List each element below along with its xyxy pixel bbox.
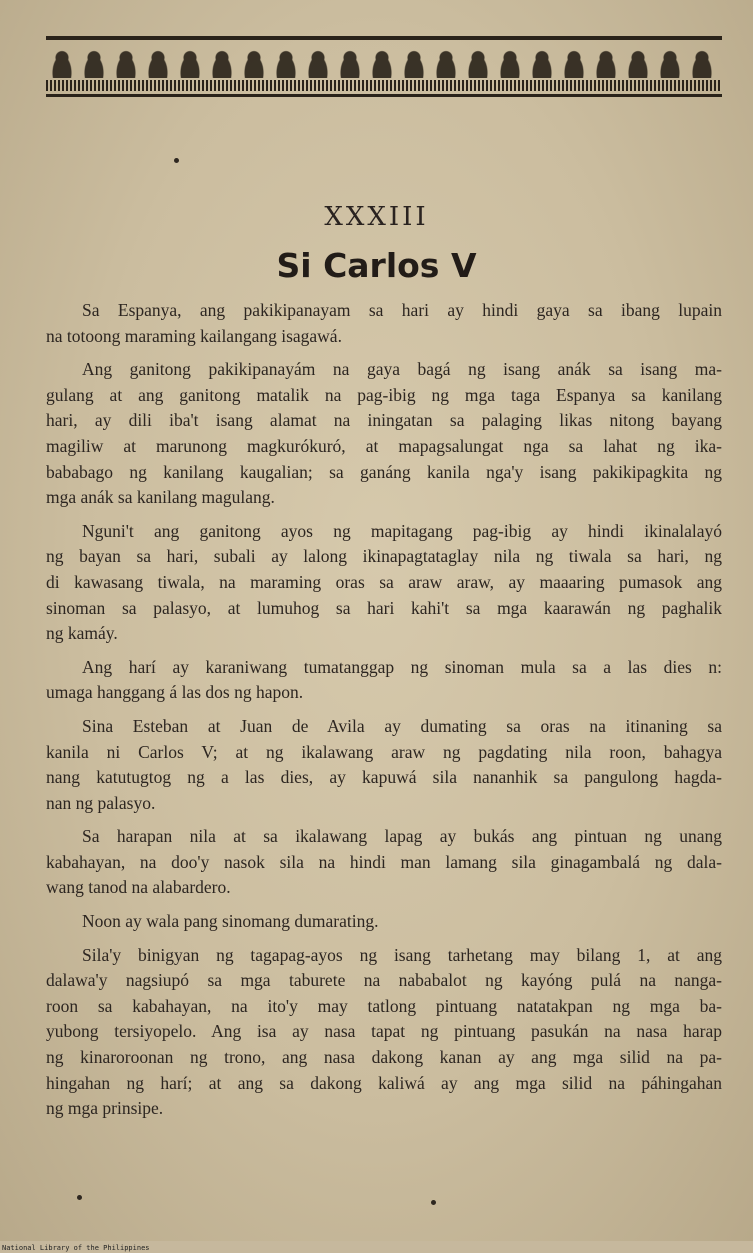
paragraph <box>46 655 722 706</box>
paragraph <box>46 943 722 1122</box>
paragraph-line: Noon ay wala pang sinomang dumarating. <box>82 911 379 932</box>
paragraph-spacer <box>46 349 722 357</box>
paragraph-line: nang katutugtog ng a las dies, ay kapuwá sila nananhik sa pangulong hagda- <box>46 767 722 788</box>
header-ornament <box>46 36 722 102</box>
ink-speck <box>77 1195 82 1200</box>
paragraph-line: ng mga prinsipe. <box>46 1098 164 1119</box>
paragraph-line: Sila'y binigyan ng tagapag-ayos ng isang tarhetang may bilang 1, at ang <box>82 944 722 965</box>
paragraph-spacer <box>46 706 722 714</box>
paragraph-line: umaga hanggang á las dos ng hapon. <box>46 682 304 703</box>
paragraph <box>46 357 722 511</box>
paragraph-spacer <box>46 901 722 909</box>
paragraph-spacer <box>46 647 722 655</box>
ink-speck <box>431 1200 436 1205</box>
paragraph-line: Ang ganitong pakikipanayám na gaya bagá ng isang anák sa isang ma- <box>82 359 722 380</box>
paragraph-line: Sa harapan nila at sa ikalawang lapag ay bukás ang pintuan ng unang <box>82 826 722 847</box>
paragraph-line: Ang harí ay karaniwang tumatanggap ng sinoman mula sa a las dies n: <box>82 656 722 677</box>
chapter-number: XXXIII <box>324 202 429 232</box>
paragraph-line: wang tanod na alabardero. <box>46 877 231 898</box>
paragraph-line: di kawasang tiwala, na maraming oras sa araw araw, ay maaaring pumasok ang <box>46 571 722 592</box>
paragraph-line: yubong tersiyopelo. Ang isa ay nasa tapat ng pintuang pasukán na nasa harap <box>46 1021 722 1042</box>
paragraph-line: bababago ng kanilang kaugalian; sa ganáng kanila nga'y isang pakikipagkita ng <box>46 461 722 482</box>
paragraph-line: kanila ni Carlos V; at ng ikalawang araw ng pagdating nila roon, bahagya <box>46 741 722 762</box>
paragraph-line: Nguni't ang ganitong ayos ng mapitagang pag-ibig ay hindi ikinalalayó <box>82 520 722 541</box>
paragraph-line: ng kinaroroonan ng trono, ang nasa dakong kanan ay ang mga silid na pa- <box>46 1047 722 1068</box>
paragraph-line: mga anák sa kanilang magulang. <box>46 487 275 508</box>
paragraph-line: ng bayan sa hari, subali ay lalong ikinapagtataglay nila ng tiwala sa hari, ng <box>46 546 722 567</box>
paragraph <box>46 298 722 349</box>
paragraph-line: nan ng palasyo. <box>46 792 156 813</box>
ornament-hatched-band <box>46 80 722 91</box>
paragraph-line: sinoman sa palasyo, at lumuhog sa hari kahi't sa mga kaarawán ng paghalik <box>46 597 722 618</box>
paragraph-line: kabahayan, na doo'y nasok sila na hindi man lamang sila ginagambalá ng dala- <box>46 851 722 872</box>
ink-speck <box>174 158 179 163</box>
paragraph-line: hingahan ng harí; at ang sa dakong kaliwá ay ang mga silid na páhingahan <box>46 1072 722 1093</box>
ornament-flourish-band <box>46 44 722 78</box>
paragraph <box>46 519 722 647</box>
library-credit: National Library of the Philippines <box>2 1244 150 1252</box>
paragraph-line: roon sa kabahayan, na ito'y may tatlong pintuang natatakpan ng mga ba- <box>46 995 722 1016</box>
paragraph-line: Sa Espanya, ang pakikipanayam sa hari ay hindi gaya sa ibang lupain <box>82 300 722 320</box>
paragraph-spacer <box>46 935 722 943</box>
chapter-body <box>46 298 722 1122</box>
paragraph-spacer <box>46 816 722 824</box>
paragraph <box>46 909 722 935</box>
paragraph-line: ng kamáy. <box>46 623 118 644</box>
paragraph-line: hari, ay dili iba't isang alamat na iningatan sa palaging likas nitong bayang <box>46 410 722 431</box>
paragraph <box>46 824 722 901</box>
paragraph-spacer <box>46 511 722 519</box>
ornament-bottom-rule <box>46 94 722 97</box>
ornament-top-rule <box>46 36 722 40</box>
paragraph-line: Sina Esteban at Juan de Avila ay dumating sa oras na itinaning sa <box>82 715 722 736</box>
paragraph <box>46 714 722 816</box>
paragraph-line: na totoong maraming kailangang isagawá. <box>46 325 342 346</box>
paragraph-line: gulang at ang ganitong matalik na pag-ibig ng mga taga Espanya sa kanilang <box>46 384 722 405</box>
chapter-title: Si Carlos V <box>276 246 477 285</box>
paragraph-line: dalawa'y nagsiupó sa mga taburete na nababalot ng kayóng pulá na nanga- <box>46 970 722 991</box>
paragraph-line: magiliw at marunong magkurókuró, at mapagsalungat nga sa lahat ng ika- <box>46 435 722 456</box>
